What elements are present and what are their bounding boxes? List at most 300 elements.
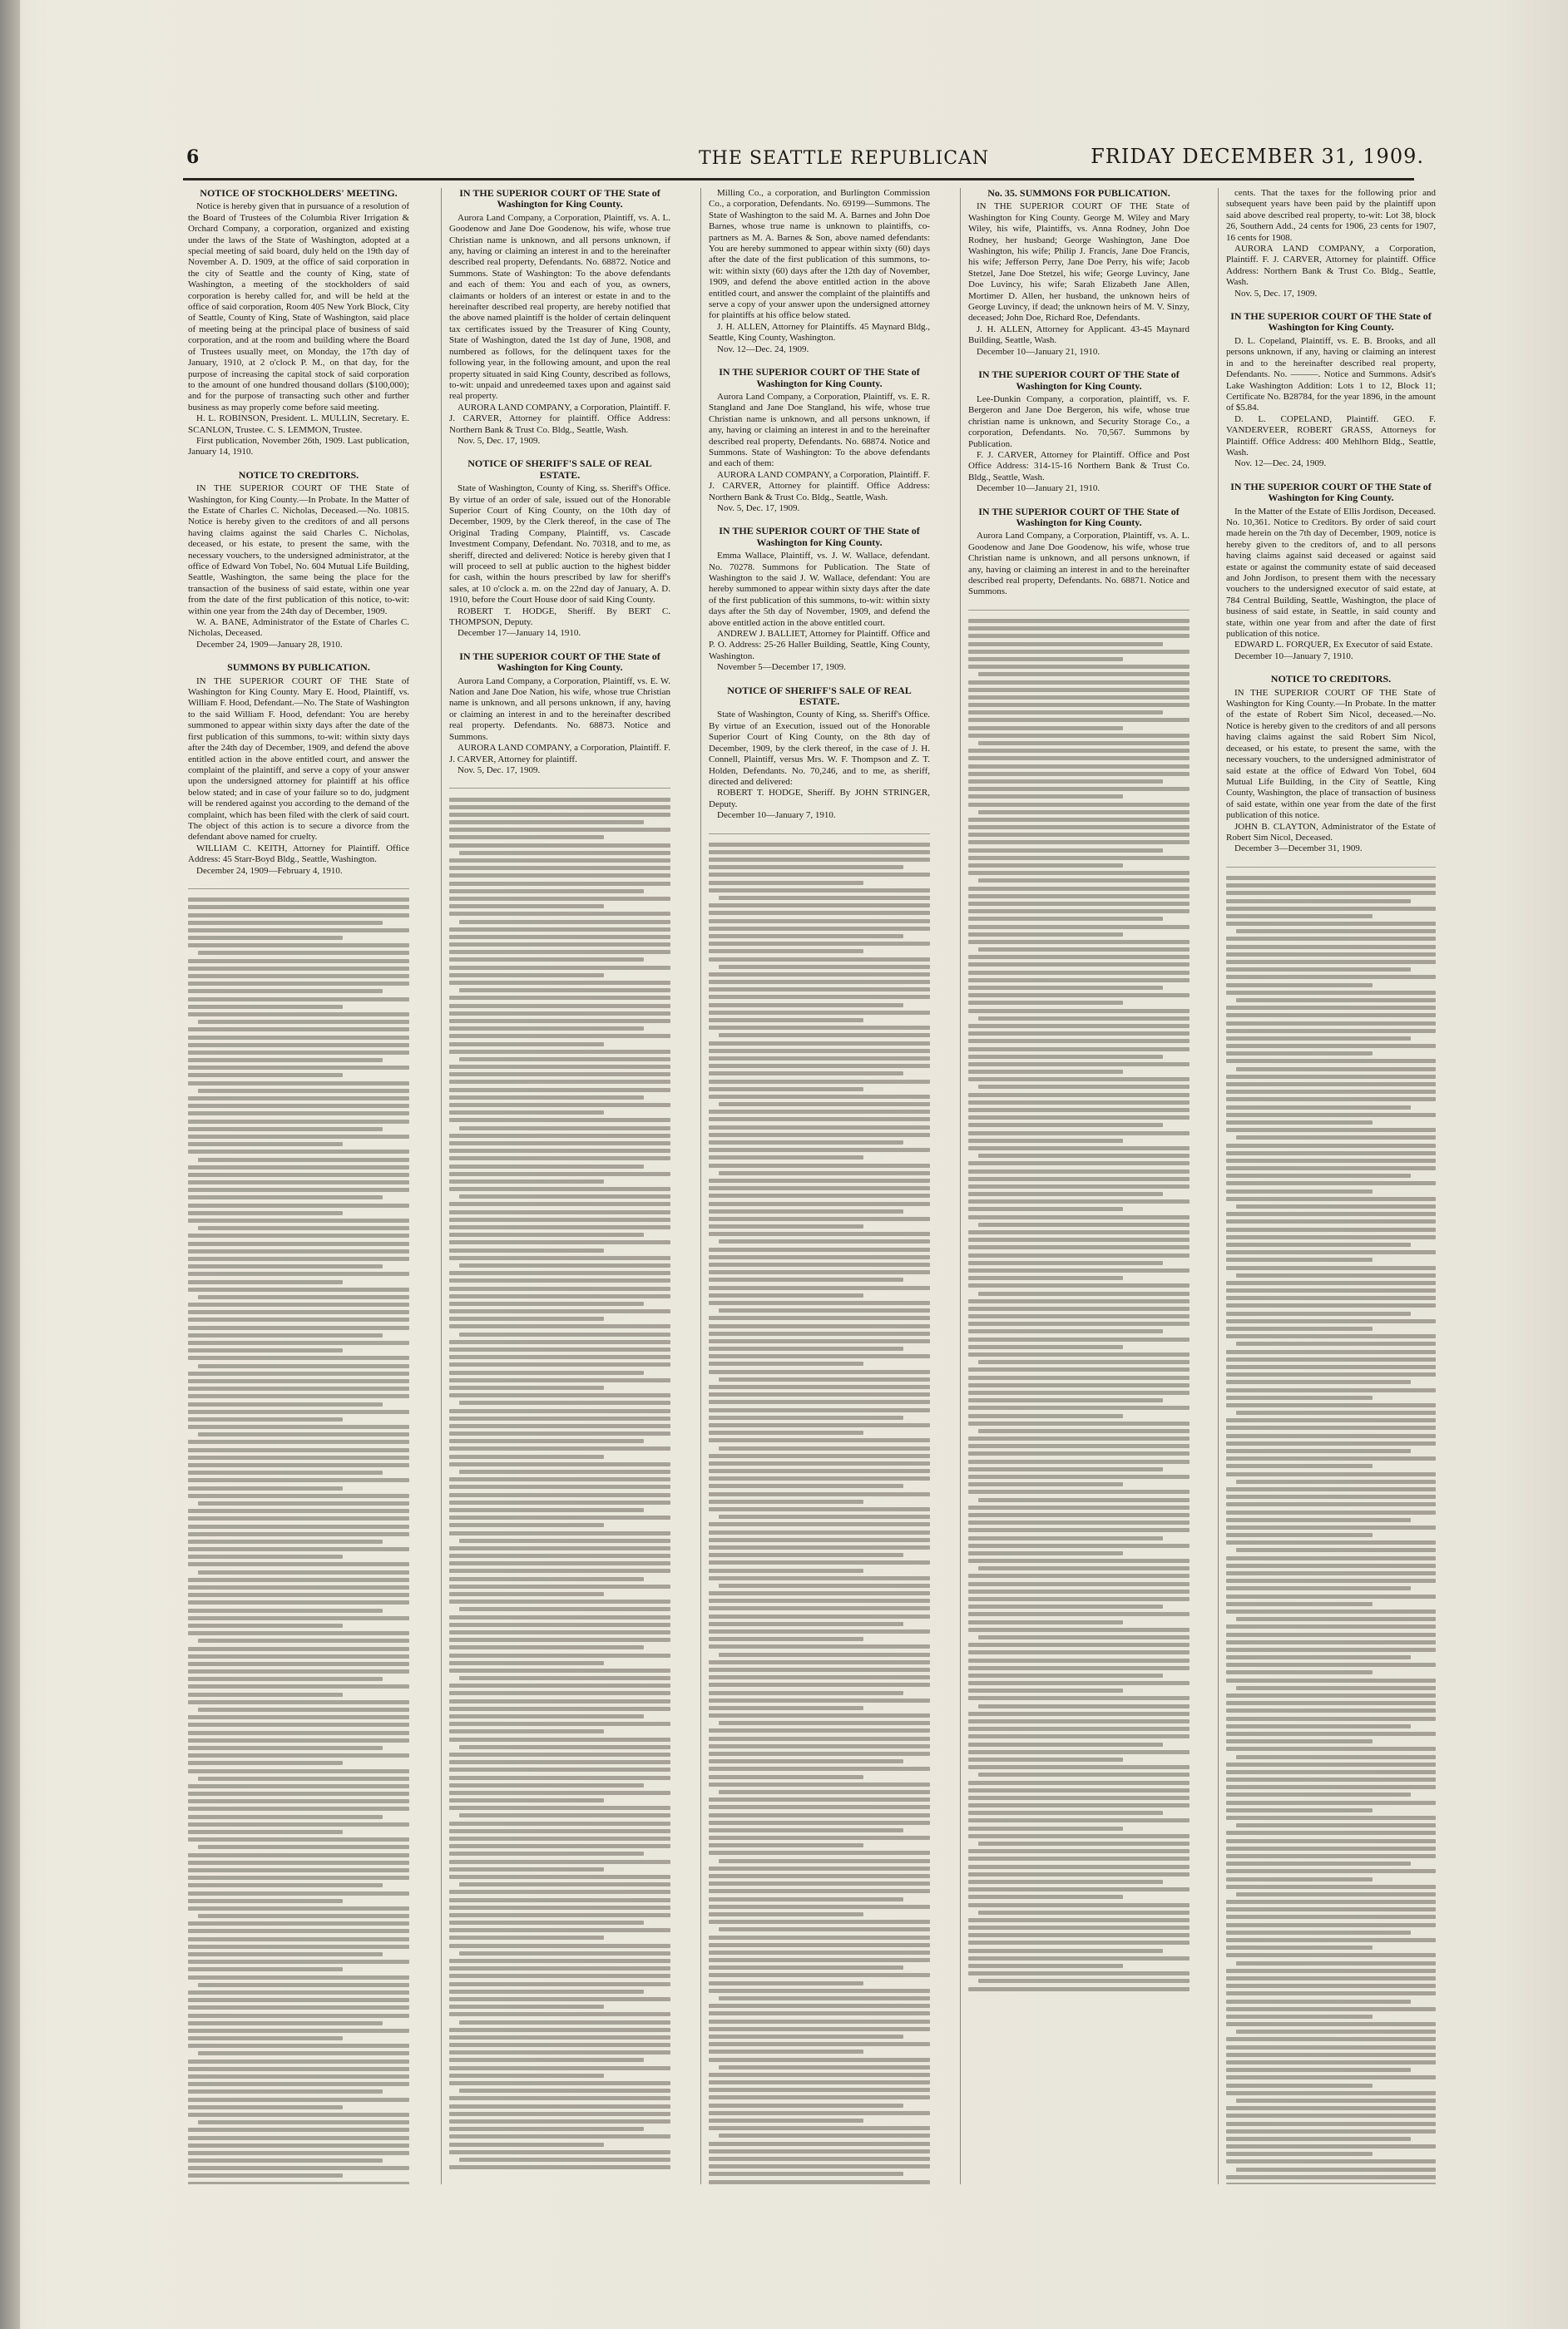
- paper-title: THE SEATTLE REPUBLICAN: [699, 148, 990, 169]
- text-line: [709, 1530, 930, 1535]
- text-line: [978, 1292, 1190, 1296]
- text-line: [968, 1620, 1123, 1624]
- text-line: [968, 1727, 1190, 1731]
- text-line: [709, 995, 930, 999]
- text-line: [968, 1139, 1123, 1143]
- text-line: [709, 1836, 930, 1840]
- text-line: [709, 1660, 930, 1664]
- text-line: [709, 1752, 930, 1756]
- text-line: [449, 1798, 604, 1802]
- text-line: [1226, 1839, 1436, 1843]
- text-line: [1226, 1792, 1411, 1797]
- notice-dates: December 24, 1909—January 28, 1910.: [196, 639, 343, 650]
- text-line: [1236, 1686, 1436, 1690]
- text-line: [449, 1386, 604, 1390]
- text-line: [1236, 998, 1436, 1002]
- text-line: [1226, 1556, 1436, 1560]
- text-line: [188, 905, 409, 909]
- text-line: [709, 1851, 930, 1855]
- text-line: [709, 1569, 863, 1573]
- text-line: [188, 1348, 343, 1352]
- notice: [1226, 188, 1436, 299]
- text-line: [188, 1784, 409, 1788]
- notice-dates: Nov. 12—Dec. 24, 1909.: [1234, 458, 1327, 469]
- notice-title: IN THE SUPERIOR COURT OF THE State of Washington for King County.: [459, 650, 660, 674]
- text-line: [978, 810, 1190, 814]
- text-line: [449, 1210, 670, 1214]
- text-line: [449, 1004, 670, 1008]
- text-line: [188, 1356, 409, 1360]
- text-line: [1226, 1105, 1411, 1110]
- text-line: [1226, 1854, 1436, 1858]
- text-line: [1226, 967, 1411, 972]
- text-line: [709, 1828, 903, 1832]
- text-line: [968, 1712, 1190, 1716]
- text-line: [709, 1125, 930, 1130]
- text-line: [449, 1011, 670, 1016]
- text-line: [968, 1299, 1190, 1303]
- text-line: [1226, 1144, 1436, 1148]
- text-line: [449, 950, 670, 954]
- text-line: [188, 1669, 409, 1674]
- column-2: [449, 188, 670, 2184]
- text-line: [188, 2173, 343, 2178]
- text-line: [188, 1807, 409, 1811]
- notice-body: IN THE SUPERIOR COURT OF THE State of Washington for King County.—In Probate. In the matter of the estate of Robert Sim Nicol, deceased.—No. Notice is hereby given to the creditors of and all persons having claims against the said Robert Sim Nicol, deceased, or his estate, to present the same, with the necessary vouchers, to the undersigned administrator of said estate at the office of Edward Von Tobel, 604 Mutual Life Building, in the City of Seattle, King County, Washington, the place of transaction of business of said estate, within one year from the date of the first publication of this notice.: [1226, 687, 1436, 821]
- text-line: [709, 1713, 930, 1718]
- text-line: [1226, 2114, 1436, 2118]
- notice: [188, 662, 409, 877]
- text-line: [449, 1446, 670, 1451]
- text-line: [188, 1532, 409, 1536]
- text-line: [449, 1898, 670, 1902]
- text-line: [188, 1738, 409, 1743]
- text-line: [188, 1257, 409, 1261]
- text-line: [968, 1949, 1163, 1953]
- text-line: [968, 1857, 1190, 1861]
- text-line: [1226, 2183, 1436, 2184]
- notice: [449, 458, 670, 640]
- text-line: [188, 2014, 409, 2018]
- text-line: [188, 1799, 409, 1803]
- notice: [449, 188, 670, 447]
- text-line: [709, 2027, 930, 2031]
- notice-title: IN THE SUPERIOR COURT OF THE State of Washington for King County.: [978, 505, 1180, 528]
- text-line: [1226, 1487, 1436, 1491]
- notice-body: IN THE SUPERIOR COURT OF THE State of Washington for King County. Mary E. Hood, Plaintiff, vs. William F. Hood, Defendant.—No. The State of Washington to the said William F. Hood, defendant: You are hereby summoned to appear within sixty days after the date of the first publication of this summons, to-wit: within sixty days after the 24th day of December, 1909, and defend the above entitled action in the above entitled court, and answer the complaint of the plaintiff, and serve a copy of your answer upon the undersigned attorney for plaintiff at his office below stated; and in case of your failure so to do, judgment will be rendered against you according to the demand of the complaint, which has been filed with the clerk of said court. The object of this action is to secure a divorce from the defendant above named for cruelty.: [188, 675, 409, 843]
- text-line: [449, 843, 670, 848]
- notice-body: State of Washington, County of King, ss. Sheriff's Office. By virtue of an order of sale, issued out of the Honorable Superior Court of King County, on the 10th day of December, 1909, by the Clerk thereof, in the case of The Original Trading Company, Plaintiff, vs. Cascade Investment Company, Defendant. No. 70318, and to me, as sheriff, directed and delivered: Notice is hereby given that I will proceed to sell at public auction to the highest bidder for cash, within the hours prescribed by law for sheriff's sales, at 10 o'clock a. m. on the 22nd day of January, A. D. 1910, before the Court House door of said King County.: [449, 483, 670, 606]
- text-line: [449, 2043, 670, 2047]
- text-line: [709, 1164, 930, 1168]
- text-line: [968, 1062, 1190, 1066]
- text-line: [968, 1827, 1123, 1831]
- text-line: [1226, 1403, 1436, 1407]
- text-line: [449, 2066, 670, 2070]
- text-line: [188, 1219, 409, 1223]
- text-line: [449, 1249, 604, 1253]
- text-line: [709, 1668, 930, 1672]
- text-line: [449, 1317, 604, 1321]
- text-line: [449, 1179, 604, 1184]
- text-line: [1226, 1877, 1373, 1881]
- text-line: [968, 1077, 1190, 1081]
- text-line: [968, 1367, 1190, 1372]
- text-line: [1226, 2022, 1436, 2026]
- text-line: [449, 1645, 644, 1649]
- text-line: [449, 2028, 670, 2032]
- text-line: [968, 1758, 1123, 1762]
- text-line: [188, 936, 343, 940]
- text-line: [188, 1525, 409, 1529]
- text-line: [188, 1952, 383, 1956]
- text-line: [978, 1566, 1190, 1570]
- text-line: [1236, 2168, 1436, 2172]
- notice-title: NOTICE TO CREDITORS.: [238, 468, 359, 481]
- text-line: [449, 1714, 644, 1718]
- text-line: [968, 1872, 1190, 1877]
- text-line: [968, 1283, 1190, 1288]
- text-line: [188, 1027, 409, 1031]
- text-line: [709, 1981, 863, 1985]
- text-line: [188, 1058, 383, 1062]
- text-line: [198, 1432, 409, 1436]
- text-line: [968, 1001, 1123, 1005]
- text-line: [709, 1248, 930, 1252]
- text-line: [968, 1345, 1123, 1349]
- text-line: [188, 1616, 409, 1620]
- text-line: [1226, 1013, 1436, 1017]
- text-line: [709, 1056, 930, 1061]
- text-line: [449, 1477, 670, 1481]
- text-line: [188, 1562, 409, 1566]
- text-line: [449, 1271, 670, 1275]
- text-line: [1226, 922, 1436, 926]
- text-line: [188, 1906, 409, 1911]
- notice-dates: Nov. 12—Dec. 24, 1909.: [717, 344, 809, 354]
- text-line: [1226, 1426, 1436, 1430]
- text-line: [709, 934, 903, 938]
- text-line: [1226, 1831, 1436, 1835]
- text-line: [719, 2065, 930, 2069]
- text-line: [709, 1140, 903, 1145]
- text-line: [188, 1753, 409, 1758]
- text-line: [188, 1096, 409, 1100]
- text-line: [709, 2164, 930, 2168]
- text-line: [188, 1204, 409, 1208]
- text-line: [709, 1438, 930, 1442]
- text-line: [449, 1829, 670, 1833]
- text-line: [459, 1745, 670, 1749]
- text-line: [709, 1599, 930, 1603]
- text-line: [188, 1960, 409, 1964]
- text-line: [1226, 1029, 1436, 1033]
- text-line: [188, 1937, 409, 1941]
- text-line: [709, 919, 930, 923]
- notice-title: NOTICE TO CREDITORS.: [1270, 673, 1392, 685]
- text-line: [719, 1721, 930, 1725]
- text-line: [1226, 2122, 1436, 2126]
- text-line: [1226, 1571, 1436, 1575]
- text-line: [709, 2050, 863, 2054]
- text-line: [978, 1360, 1190, 1364]
- text-line: [968, 1987, 1190, 1991]
- text-line: [1226, 2129, 1436, 2134]
- text-line: [1226, 1770, 1436, 1774]
- text-line: [709, 1484, 903, 1488]
- text-line: [709, 1148, 930, 1152]
- text-line: [968, 650, 1190, 654]
- text-line: [449, 1172, 670, 1176]
- text-line: [188, 1609, 383, 1613]
- text-line: [188, 1631, 409, 1635]
- text-line: [709, 903, 930, 907]
- text-line: [968, 794, 1123, 799]
- notice-signature: AURORA LAND COMPANY, a Corporation, Plaintiff. F. J. CARVER, Attorney for plaintiff. Office Address: Northern Bank & Trust Co. Bldg., Seattle, Wash.: [449, 402, 670, 435]
- text-line: [709, 1737, 930, 1741]
- text-line: [449, 897, 670, 901]
- text-line: [1226, 1312, 1411, 1316]
- text-line: [1226, 1128, 1436, 1132]
- text-line: [709, 1095, 930, 1099]
- text-line: [188, 989, 383, 993]
- text-line: [188, 1471, 383, 1475]
- text-line: [968, 642, 1163, 646]
- text-line: [1226, 1801, 1436, 1805]
- text-line: [709, 1759, 903, 1763]
- text-line: [449, 1691, 670, 1695]
- text-line: [449, 1256, 670, 1260]
- text-line: [449, 1569, 670, 1573]
- text-line: [968, 1123, 1163, 1127]
- text-line: [449, 2112, 670, 2116]
- text-line: [1226, 1717, 1436, 1721]
- text-line: [709, 927, 930, 931]
- text-line: [1236, 1342, 1436, 1346]
- text-line: [188, 1883, 383, 1887]
- text-line: [449, 981, 670, 985]
- text-line: [449, 1959, 670, 1963]
- text-line: [1226, 1694, 1436, 1698]
- text-line: [978, 741, 1190, 745]
- text-line: [1226, 1388, 1436, 1392]
- text-line: [188, 1998, 409, 2002]
- text-line: [1226, 891, 1436, 895]
- text-line: [188, 1478, 409, 1482]
- text-line: [1226, 1525, 1436, 1530]
- text-line: [188, 2098, 409, 2102]
- text-line: [198, 1639, 409, 1643]
- text-line: [188, 1715, 409, 1719]
- text-line: [1226, 975, 1436, 979]
- text-line: [1226, 1747, 1436, 1751]
- text-line: [449, 1654, 670, 1658]
- notice-signature: F. J. CARVER, Attorney for Plaintiff. Office and Post Office Address: 314-15-16 Northern Bank & Trust Co. Bldg., Seattle, Wash.: [968, 449, 1190, 482]
- text-line: [188, 2021, 383, 2025]
- text-line: [1226, 1931, 1411, 1935]
- text-line: [188, 1578, 409, 1582]
- text-line: [719, 1996, 930, 2000]
- text-line: [449, 973, 604, 977]
- text-line: [449, 1149, 670, 1153]
- text-line: [709, 1920, 930, 1924]
- text-line: [719, 1239, 930, 1244]
- column-4: [968, 188, 1190, 2184]
- text-line: [449, 1110, 604, 1115]
- text-line: [968, 833, 1190, 837]
- text-line: [968, 1475, 1190, 1479]
- notice-dates: First publication, November 26th, 1909. Last publication, January 14, 1910.: [188, 435, 409, 457]
- text-line: [188, 1975, 409, 1980]
- notice-signature: J. H. ALLEN, Attorney for Applicant. 43-45 Maynard Building, Seattle, Wash.: [968, 324, 1190, 346]
- text-line: [449, 996, 670, 1000]
- text-line: [719, 2134, 930, 2138]
- text-line: [709, 957, 930, 962]
- text-line: [709, 1699, 930, 1703]
- text-line: [449, 935, 670, 939]
- text-line: [968, 1192, 1163, 1196]
- text-line: [1226, 1219, 1436, 1224]
- text-line: [449, 1875, 670, 1879]
- text-line: [1226, 1288, 1436, 1293]
- text-line: [1226, 1869, 1436, 1873]
- text-line: [709, 1217, 930, 1221]
- text-line: [1226, 1511, 1436, 1515]
- notice-signature: W. A. BANE, Administrator of the Estate of Charles C. Nicholas, Deceased.: [188, 617, 409, 639]
- text-line: [459, 2158, 670, 2162]
- text-line: [709, 1897, 903, 1901]
- text-line: [188, 1043, 409, 1047]
- text-line: [449, 2127, 644, 2131]
- text-line: [188, 1861, 409, 1865]
- text-line: [709, 2058, 930, 2062]
- text-line: [709, 1049, 930, 1053]
- notice: [709, 685, 930, 822]
- text-line: [719, 1927, 930, 1931]
- text-line: [188, 1341, 409, 1345]
- page-number: 6: [186, 146, 200, 168]
- text-line: [449, 2143, 604, 2147]
- text-line: [188, 1402, 383, 1407]
- text-line: [709, 1606, 930, 1610]
- text-line: [968, 688, 1190, 692]
- text-line: [188, 1234, 409, 1238]
- text-line: [449, 820, 644, 824]
- text-line: [709, 2119, 863, 2123]
- text-line: [449, 1738, 670, 1742]
- text-line: [709, 1400, 930, 1404]
- text-line: [968, 1108, 1190, 1112]
- notice-signature: AURORA LAND COMPANY, a Corporation, Plaintiff. F. J. CARVER, Attorney for plaintiff.: [449, 743, 670, 764]
- text-line: [1226, 1670, 1373, 1674]
- text-line: [968, 1024, 1190, 1028]
- text-line: [188, 974, 409, 978]
- text-line: [449, 1355, 670, 1359]
- text-line: [1226, 1648, 1436, 1652]
- text-line: [968, 1307, 1190, 1311]
- text-line: [188, 1120, 409, 1124]
- notice-title: IN THE SUPERIOR COURT OF THE State of Washington for King County.: [459, 188, 660, 210]
- text-line: [188, 1929, 409, 1933]
- text-line: [1226, 1228, 1436, 1232]
- text-line: [188, 967, 409, 971]
- text-line: [188, 1188, 409, 1192]
- text-line: [968, 1009, 1190, 1013]
- text-line: [968, 1322, 1190, 1326]
- text-line: [1226, 1595, 1436, 1599]
- text-line: [1226, 2015, 1373, 2019]
- notice-dates: December 24, 1909—February 4, 1910.: [196, 865, 343, 876]
- text-line: [198, 1020, 409, 1024]
- text-line: [709, 1973, 930, 1977]
- text-line: [198, 1501, 409, 1506]
- text-line: [709, 1744, 930, 1748]
- text-line: [709, 1728, 930, 1733]
- text-line: [449, 1684, 670, 1688]
- text-line: [449, 912, 670, 916]
- text-line: [1226, 1334, 1436, 1338]
- text-line: [188, 1379, 409, 1383]
- text-line: [709, 1936, 930, 1940]
- text-line: [449, 858, 670, 863]
- text-line: [449, 828, 670, 832]
- text-line: [709, 987, 930, 991]
- notice: [709, 526, 930, 673]
- text-line: [449, 1623, 670, 1627]
- text-line: [978, 1429, 1190, 1433]
- text-line: [709, 1133, 930, 1137]
- text-line: [978, 1223, 1190, 1227]
- text-line: [968, 1245, 1190, 1249]
- text-line: [449, 1065, 670, 1069]
- text-line: [968, 1261, 1163, 1265]
- text-line: [709, 865, 903, 869]
- text-line: [709, 1255, 930, 1259]
- text-line: [449, 1080, 670, 1084]
- text-line: [968, 1849, 1190, 1853]
- text-line: [1226, 2045, 1436, 2050]
- text-line: [449, 1753, 670, 1757]
- text-line: [449, 1103, 670, 1107]
- text-line: [449, 2119, 670, 2124]
- text-line: [968, 1689, 1123, 1693]
- text-line: [188, 2144, 409, 2148]
- text-line: [1226, 1266, 1436, 1270]
- text-line: [719, 1584, 930, 1588]
- text-line: [459, 1470, 670, 1474]
- text-line: [968, 940, 1190, 944]
- text-line: [449, 2165, 670, 2169]
- text-line: [188, 1410, 409, 1414]
- notice-body: Aurora Land Company, a Corporation, Plaintiff, vs. E. W. Nation and Jane Doe Nation, his wife, whose true Christian name is unknown, and all persons unknown, if any, having or claiming an interest in and to the hereinafter described real property. Defendants. No. 68873. Notice and Summons.: [449, 675, 670, 742]
- text-line: [449, 1768, 670, 1772]
- notice-body: State of Washington, County of King, ss. Sheriff's Office. By virtue of an Execution, issued out of the Honorable Superior Court of King County, on the 8th day of December, 1909, by the clerk thereof, in the case of J. H. Connell, Plaintiff, versus Mrs. W. F. Thompson and Z. T. Holden, Defendants. No. 70,246, and to me, as sheriff, directed and delivered:: [709, 710, 930, 787]
- text-line: [459, 2020, 670, 2025]
- text-line: [188, 1853, 409, 1857]
- text-line: [1226, 1151, 1436, 1155]
- text-line: [968, 619, 1190, 623]
- text-line: [1226, 1396, 1373, 1400]
- text-line: [188, 1822, 409, 1827]
- text-line: [188, 2082, 409, 2086]
- text-line: [968, 657, 1123, 661]
- text-line: [709, 1003, 903, 1007]
- text-line: [449, 2150, 670, 2154]
- text-line: [188, 1516, 409, 1521]
- text-line: [968, 1650, 1190, 1654]
- text-line: [449, 1302, 644, 1306]
- text-line: [449, 889, 644, 893]
